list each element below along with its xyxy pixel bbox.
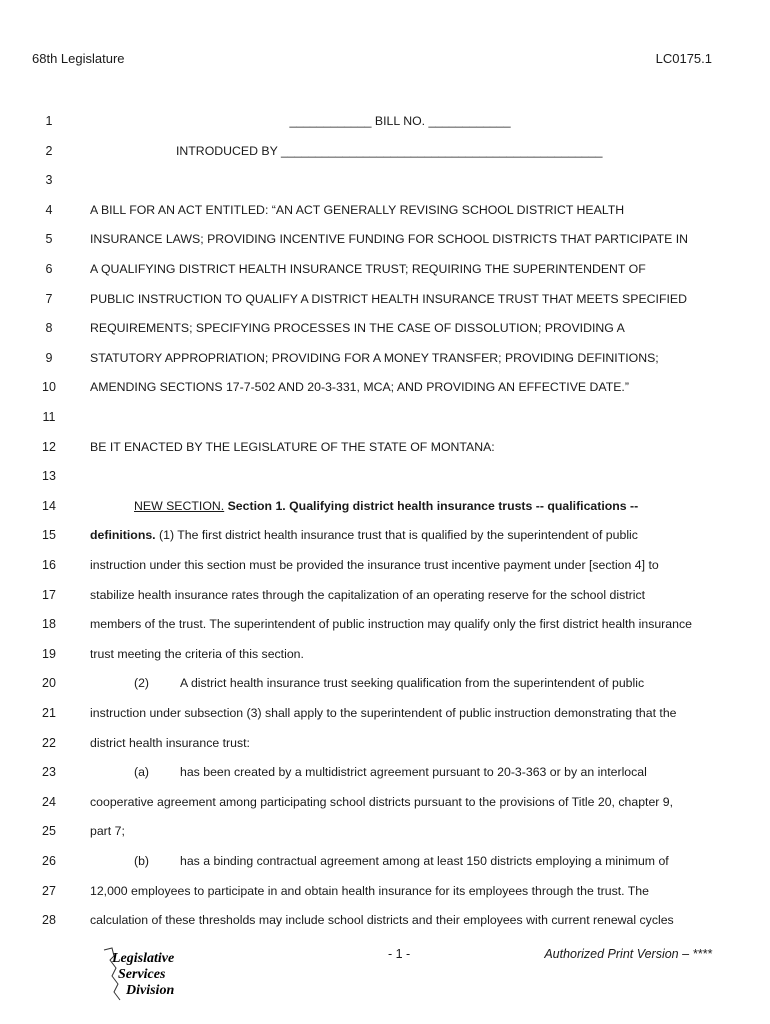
text-run: A QUALIFYING DISTRICT HEALTH INSURANCE TRUST; REQUIRING THE SUPERINTENDENT OF [90,262,646,276]
line-number: 14 [42,498,56,513]
line-text-continued: A district health insurance trust seeking qualification from the superintendent of public [180,676,645,691]
line-text [90,232,688,246]
bill-line [0,260,770,280]
text-run: AMENDING SECTIONS 17-7-502 AND 20-3-331, MCA; AND PROVIDING AN EFFECTIVE DATE.” [90,380,629,395]
line-number: 19 [42,646,56,661]
bill-line [0,526,770,546]
line-number: 22 [42,735,56,750]
bill-line [0,882,770,902]
line-text [134,854,149,868]
line-number: 21 [42,706,56,720]
line-text [90,617,692,631]
bill-line [0,230,770,250]
text-run: 12,000 employees to participate in and obtain health insurance for its employees through the trust. The [90,883,649,898]
logo-line2: Services [118,967,166,982]
line-number: 18 [42,617,56,632]
line-number: 2 [45,143,53,158]
line-number: 25 [42,824,56,839]
logo-line1: Legislative [112,951,175,966]
line-number: 5 [45,232,53,247]
legislative-services-logo [100,946,190,1002]
line-number: 27 [42,883,56,898]
bill-line [0,734,770,754]
bill-line [0,674,770,694]
line-text [90,292,687,306]
line-number: 4 [45,202,53,217]
line-text [90,528,638,542]
bill-line [0,408,770,428]
line-text [176,144,602,158]
line-text [134,765,149,779]
bill-line [0,319,770,339]
text-run: district health insurance trust: [90,735,250,750]
line-text [90,321,625,335]
line-number: 3 [45,173,53,188]
line-text [90,351,659,365]
text-run: trust meeting the criteria of this section. [90,646,304,661]
line-number: 10 [42,380,56,395]
line-number: 20 [42,676,56,691]
line-number: 8 [45,321,53,336]
bill-line [0,201,770,221]
line-number: 1 [45,114,53,128]
line-text-continued: has been created by a multidistrict agreement pursuant to 20-3-363 or by an interlocal [180,765,647,780]
text-run: A BILL FOR AN ACT ENTITLED: “AN ACT GENERALLY REVISING SCHOOL DISTRICT HEALTH [90,202,625,217]
line-text [90,558,659,572]
line-text [90,824,125,838]
line-number: 15 [42,528,56,543]
text-run: STATUTORY APPROPRIATION; PROVIDING FOR A MONEY TRANSFER; PROVIDING DEFINITIONS; [90,350,659,365]
page-number: - 1 - [388,947,411,961]
bill-line [0,704,770,724]
text-run: INTRODUCED BY _______________________________________________ [176,143,603,158]
bill-line [0,645,770,665]
text-run: ____________ BILL NO. ____________ [289,114,511,128]
text-run: PUBLIC INSTRUCTION TO QUALIFY A DISTRICT HEALTH INSURANCE TRUST THAT MEETS SPECIFIED [90,291,687,306]
text-run: part 7; [90,824,125,839]
bill-line [0,793,770,813]
line-text [134,499,638,513]
bill-line [0,556,770,576]
line-text [90,262,646,276]
line-text [90,203,624,217]
line-text [90,647,304,661]
text-run: instruction under subsection (3) shall apply to the superintendent of public instruction demonstrating that the [90,706,677,720]
line-number: 13 [42,469,56,484]
bill-line [0,349,770,369]
line-number: 23 [42,765,56,780]
line-text [90,114,710,128]
bill-line [0,822,770,842]
line-text-continued: has a binding contractual agreement among at least 150 districts employing a minimum of [180,854,669,868]
line-number: 9 [45,350,53,365]
line-text [90,736,250,750]
line-text [90,706,677,720]
bill-line [0,467,770,487]
line-number: 16 [42,558,56,572]
line-text [90,380,629,394]
line-number: 12 [42,439,56,454]
line-number: 17 [42,587,56,602]
bill-line [0,911,770,931]
line-number: 11 [42,410,56,424]
bill-line [0,586,770,606]
line-text [90,588,645,602]
text-run: stabilize health insurance rates through the capitalization of an operating reserve for the school district [90,587,646,602]
section-label: NEW SECTION. [134,498,225,513]
bill-line [0,378,770,398]
text-run: (1) The first district health insurance trust that is qualified by the superintendent of public [155,528,638,543]
text-run: cooperative agreement among participating school districts pursuant to the provisions of Title 20, chapter 9, [90,794,674,809]
line-text [134,676,149,690]
logo-line3: Division [126,983,175,998]
text-run: BE IT ENACTED BY THE LEGISLATURE OF THE STATE OF MONTANA: [90,439,495,454]
bill-line [0,497,770,517]
text-run: (2) [134,676,150,691]
text-run: calculation of these thresholds may include school districts and their employees with current renewal cycles [90,913,674,928]
header-session: 68th Legislature [32,51,125,66]
bold-text: definitions. [90,528,156,543]
bold-text: Section 1. Qualifying district health insurance trusts -- qualifications -- [227,498,639,513]
line-text [90,440,495,454]
line-number: 6 [45,262,53,276]
text-run: REQUIREMENTS; SPECIFYING PROCESSES IN THE CASE OF DISSOLUTION; PROVIDING A [90,321,625,336]
text-run: instruction under this section must be provided the insurance trust incentive payment under [section 4] to [90,558,659,572]
line-text [90,913,674,927]
bill-line [0,112,770,132]
text-run: INSURANCE LAWS; PROVIDING INCENTIVE FUNDING FOR SCHOOL DISTRICTS THAT PARTICIPATE IN [90,232,689,247]
bill-line [0,615,770,635]
text-run: members of the trust. The superintendent of public instruction may qualify only the first district health insurance [90,617,692,632]
bill-line [0,171,770,191]
line-number: 24 [42,794,56,809]
print-version-label: Authorized Print Version – **** [544,947,712,961]
bill-line [0,763,770,783]
text-run: (a) [134,765,150,780]
text-run: (b) [134,854,150,868]
line-text [90,795,673,809]
bill-line [0,438,770,458]
header-bill-code: LC0175.1 [655,51,712,66]
line-text [90,884,649,898]
bill-line [0,142,770,162]
line-number: 28 [42,913,56,928]
line-number: 26 [42,854,56,868]
bill-line [0,290,770,310]
bill-line [0,852,770,872]
line-number: 7 [45,291,53,306]
